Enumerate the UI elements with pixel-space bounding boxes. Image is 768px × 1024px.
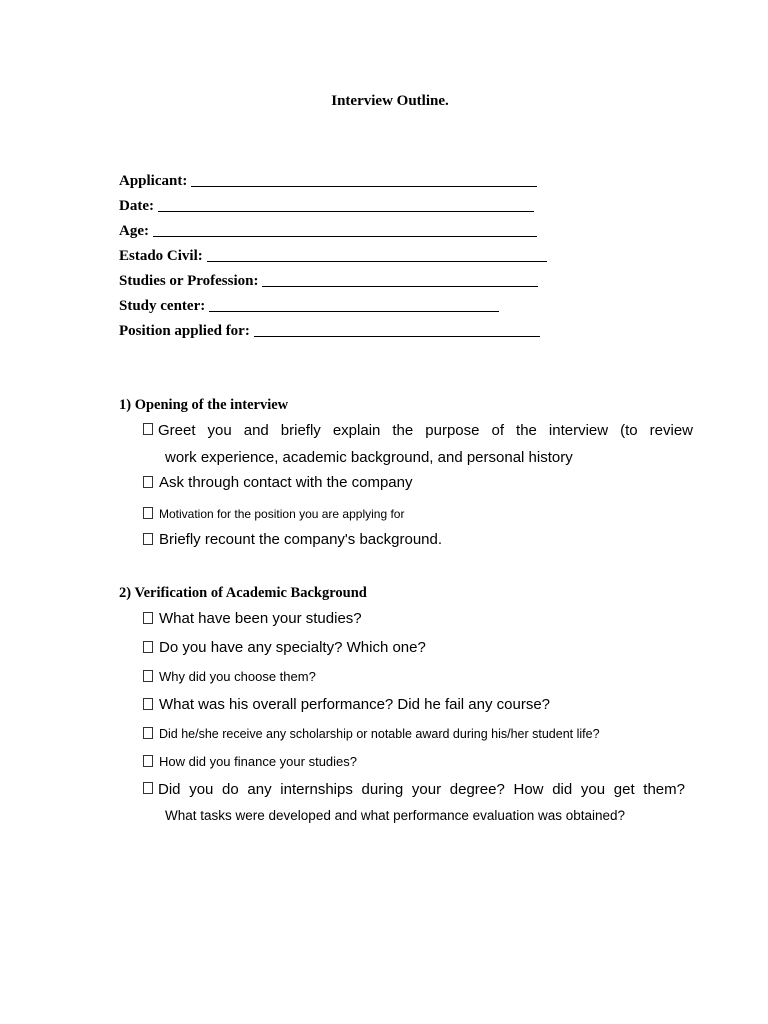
studies-field — [119, 270, 538, 290]
list-item-text: How did you finance your studies? — [159, 754, 358, 769]
marital-status-field — [119, 245, 547, 265]
blank-line — [191, 186, 537, 187]
checkbox-icon — [143, 698, 153, 710]
blank-line — [209, 311, 499, 312]
list-item-text: Motivation for the position you are applying for — [159, 507, 405, 521]
document-title: Interview Outline. — [331, 93, 449, 109]
checkbox-icon — [143, 533, 153, 545]
date-field — [119, 195, 534, 215]
blank-line — [158, 211, 534, 212]
section-heading: 2) Verification of Academic Background — [119, 585, 367, 601]
list-item — [143, 610, 362, 627]
list-item-text: Ask through contact with the company — [159, 474, 413, 491]
list-item — [143, 669, 316, 684]
list-item-text: Why did you choose them? — [159, 669, 316, 684]
list-item-text: Briefly recount the company's background. — [159, 531, 443, 548]
list-item-continuation: What tasks were developed and what performance evaluation was obtained? — [165, 808, 626, 823]
field-label: Applicant: — [119, 173, 188, 189]
field-label: Studies or Profession: — [119, 273, 259, 289]
checkbox-icon — [143, 782, 153, 794]
study-center-field — [119, 295, 499, 315]
checkbox-icon — [143, 670, 153, 682]
field-label: Study center: — [119, 298, 206, 314]
checkbox-icon — [143, 507, 153, 519]
list-item — [143, 754, 357, 769]
blank-line — [153, 236, 537, 237]
list-item — [143, 474, 412, 491]
field-label: Estado Civil: — [119, 248, 203, 264]
list-item-text: What was his overall performance? Did he fail any course? — [159, 696, 551, 713]
list-item-continuation: work experience, academic background, and personal history — [165, 449, 573, 466]
list-item — [143, 422, 159, 434]
blank-line — [262, 286, 538, 287]
field-label: Position applied for: — [119, 323, 250, 339]
applicant-field — [119, 170, 537, 190]
position-field — [119, 320, 540, 340]
blank-line — [254, 336, 540, 337]
list-item — [143, 726, 600, 741]
checkbox-icon — [143, 755, 153, 767]
checkbox-icon — [143, 727, 153, 739]
list-item — [143, 781, 159, 793]
list-item-text: Greet you and briefly explain the purpose of the interview (to review — [158, 422, 693, 439]
field-label: Date: — [119, 198, 154, 214]
list-item — [143, 506, 404, 521]
list-item — [143, 639, 426, 656]
section-heading: 1) Opening of the interview — [119, 397, 289, 413]
list-item-text: Did he/she receive any scholarship or notable award during his/her student life? — [159, 727, 600, 741]
list-item — [143, 531, 442, 548]
field-label: Age: — [119, 223, 149, 239]
list-item-text: Did you do any internships during your degree? How did you get them? — [158, 781, 685, 798]
list-item-text: Do you have any specialty? Which one? — [159, 639, 426, 656]
checkbox-icon — [143, 476, 153, 488]
checkbox-icon — [143, 423, 153, 435]
list-item-text: What have been your studies? — [159, 610, 362, 627]
list-item — [143, 696, 550, 713]
blank-line — [207, 261, 547, 262]
age-field — [119, 220, 537, 240]
checkbox-icon — [143, 641, 153, 653]
checkbox-icon — [143, 612, 153, 624]
